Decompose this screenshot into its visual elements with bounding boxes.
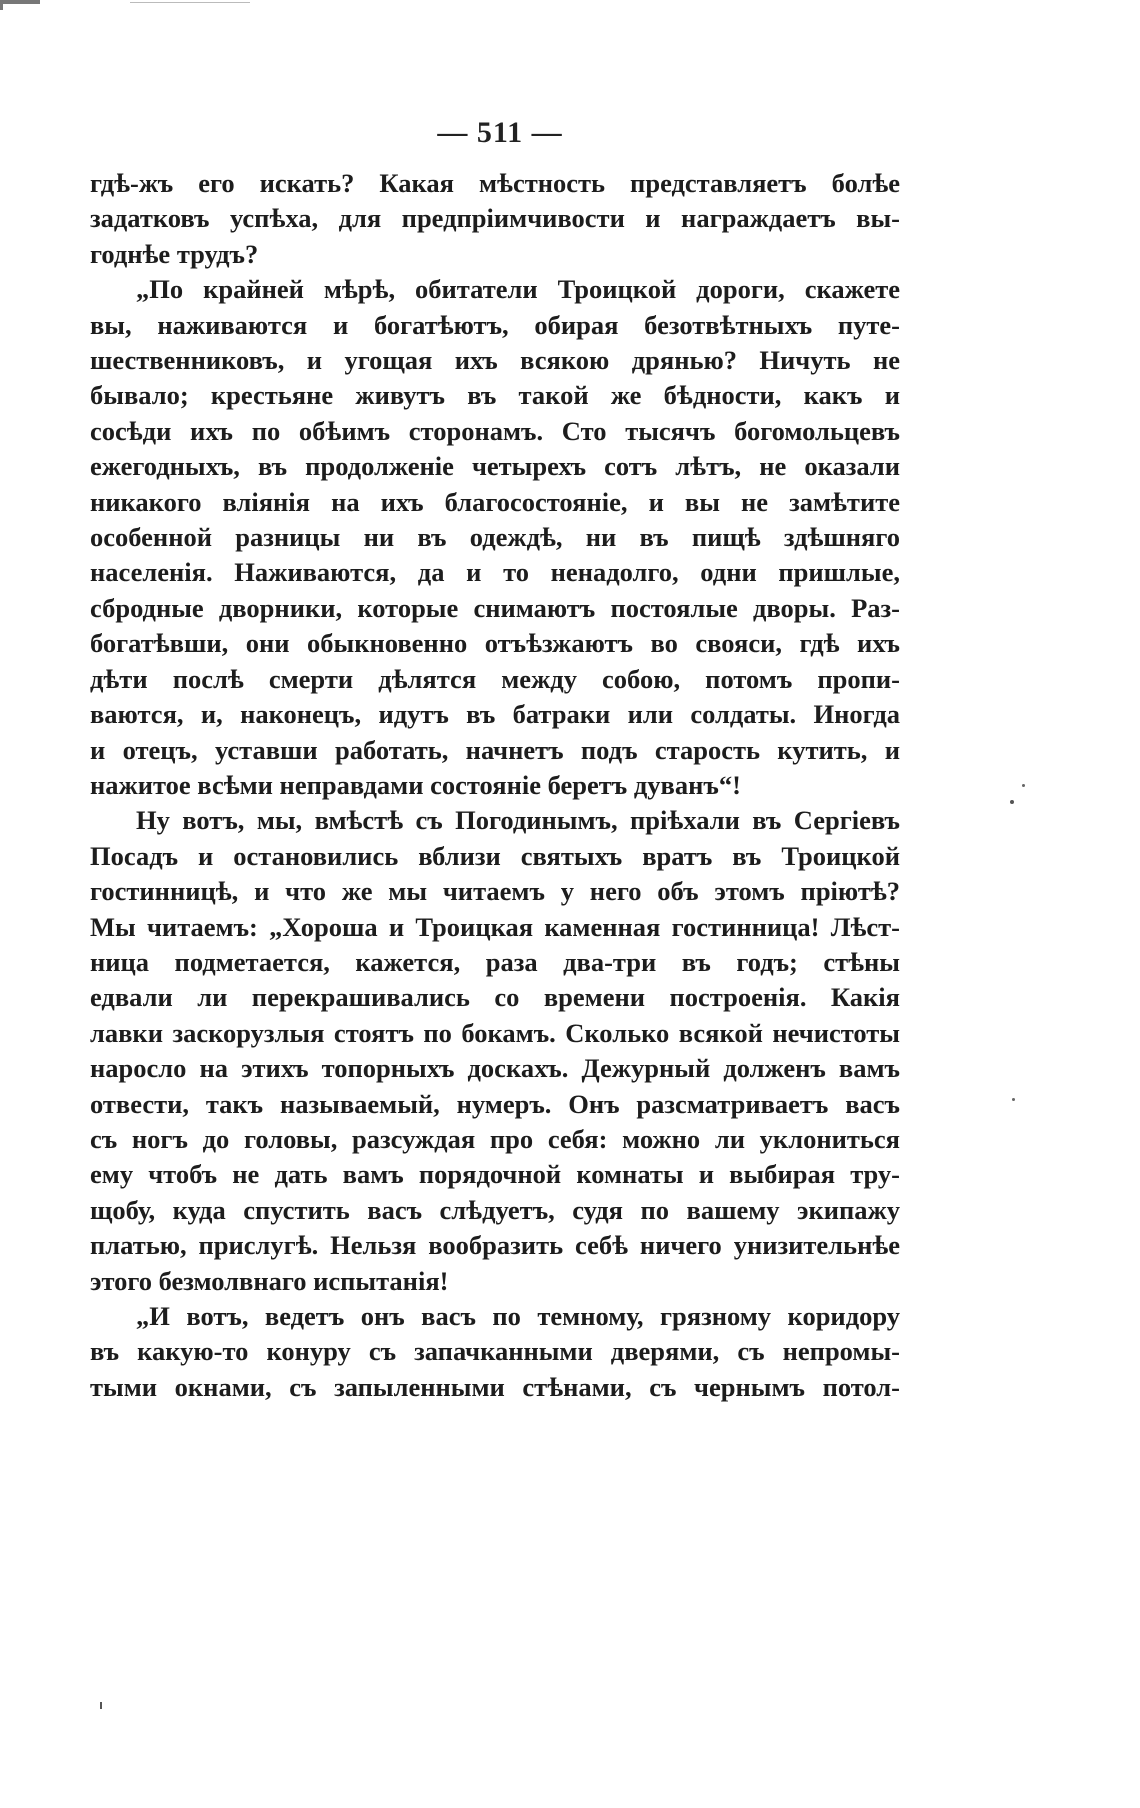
text-line: сосѣди ихъ по обѣимъ сторонамъ. Сто тысячъ богомольцевъ	[90, 415, 900, 446]
text-line: ница подметается, кажется, раза два-три въ годъ; стѣны	[90, 946, 900, 977]
text-line: ваются, и, наконецъ, идутъ въ батраки или солдаты. Иногда	[90, 699, 900, 730]
page-number: — 511 —	[437, 116, 563, 149]
scan-artifact-dot-right	[1010, 800, 1014, 804]
text-line: съ ногъ до головы, разсуждая про себя: можно ли уклониться	[90, 1123, 900, 1154]
text-line: ему чтобъ не дать вамъ порядочной комнаты и выбирая тру-	[90, 1159, 900, 1190]
text-line: этого безмолвнаго испытанія!	[90, 1265, 449, 1296]
paragraph-1	[90, 166, 900, 272]
text-line: годнѣе трудъ?	[90, 238, 259, 269]
text-line: щобу, куда спустить васъ слѣдуетъ, судя по вашему экипажу	[90, 1194, 900, 1225]
paragraph-2	[90, 272, 900, 803]
text-line: въ какую-то конуру съ запачканными дверями, съ непромы-	[90, 1336, 900, 1367]
text-line: вы, наживаются и богатѣютъ, обирая безотвѣтныхъ путе-	[90, 309, 900, 340]
text-line: богатѣвши, они обыкновенно отъѣзжаютъ во свояси, гдѣ ихъ	[90, 628, 900, 659]
text-line: и отецъ, уставши работать, начнетъ подъ старость кутить, и	[90, 734, 900, 765]
text-line: особенной разницы ни въ одеждѣ, ни въ пищѣ здѣшняго	[90, 522, 900, 553]
text-line: лавки заскорузлыя стоятъ по бокамъ. Сколько всякой нечистоты	[90, 1017, 900, 1048]
text-line: „И вотъ, ведетъ онъ васъ по темному, грязному коридору	[136, 1301, 900, 1331]
scan-artifact-top-left-vertical	[0, 0, 3, 10]
text-line: задатковъ успѣха, для предпріимчивости и награждаетъ вы-	[90, 203, 900, 234]
text-line: гостинницѣ, и что же мы читаемъ у него объ этомъ пріютѣ?	[90, 876, 900, 907]
text-line: Посадъ и остановились вблизи святыхъ вратъ въ Троицкой	[90, 840, 900, 871]
text-line: едвали ли перекрашивались со времени построенія. Какія	[90, 982, 900, 1013]
text-line: бывало; крестьяне живутъ въ такой же бѣдности, какъ и	[90, 380, 900, 411]
text-line: отвести, такъ называемый, нумеръ. Онъ разсматриваетъ васъ	[90, 1088, 900, 1119]
scan-artifact-top-line	[130, 2, 250, 3]
text-line: ежегодныхъ, въ продолженіе четырехъ сотъ лѣтъ, не оказали	[90, 451, 900, 482]
text-line: Мы читаемъ: „Хороша и Троицкая каменная гостинница! Лѣст-	[90, 911, 900, 942]
text-line: сбродные дворники, которые снимаютъ постоялые дворы. Раз-	[90, 592, 900, 623]
scan-artifact-top-left	[0, 0, 40, 4]
text-line: наросло на этихъ топорныхъ доскахъ. Дежурный долженъ вамъ	[90, 1053, 900, 1084]
text-line: Ну вотъ, мы, вмѣстѣ съ Погодинымъ, пріѣхали въ Сергіевъ	[136, 805, 900, 836]
body-text	[90, 166, 900, 1405]
paragraph-3	[90, 803, 900, 1299]
scan-artifact-bottom-left	[100, 1702, 102, 1709]
paragraph-4	[90, 1299, 900, 1405]
text-line: никакого вліянія на ихъ благосостояніе, и вы не замѣтите	[90, 486, 900, 517]
text-line: платью, прислугѣ. Нельзя вообразить себѣ ничего унизительнѣе	[90, 1230, 900, 1261]
scan-artifact-dot-right-2	[1022, 784, 1025, 787]
text-line: дѣти послѣ смерти дѣлятся между собою, потомъ пропи-	[90, 663, 900, 694]
text-line: гдѣ-жъ его искать? Какая мѣстность представляетъ болѣе	[90, 168, 900, 198]
text-line: нажитое всѣми неправдами состояніе беретъ дуванъ“!	[90, 769, 741, 800]
scan-artifact-dot-right-3	[1012, 1098, 1015, 1101]
text-line: населенія. Наживаются, да и то ненадолго, одни пришлые,	[90, 557, 900, 588]
text-line: тыми окнами, съ запыленными стѣнами, съ чернымъ потол-	[90, 1371, 900, 1402]
text-line: „По крайней мѣрѣ, обитатели Троицкой дороги, скажете	[136, 274, 900, 305]
text-line: шественниковъ, и угощая ихъ всякою дрянью? Ничуть не	[90, 345, 900, 376]
